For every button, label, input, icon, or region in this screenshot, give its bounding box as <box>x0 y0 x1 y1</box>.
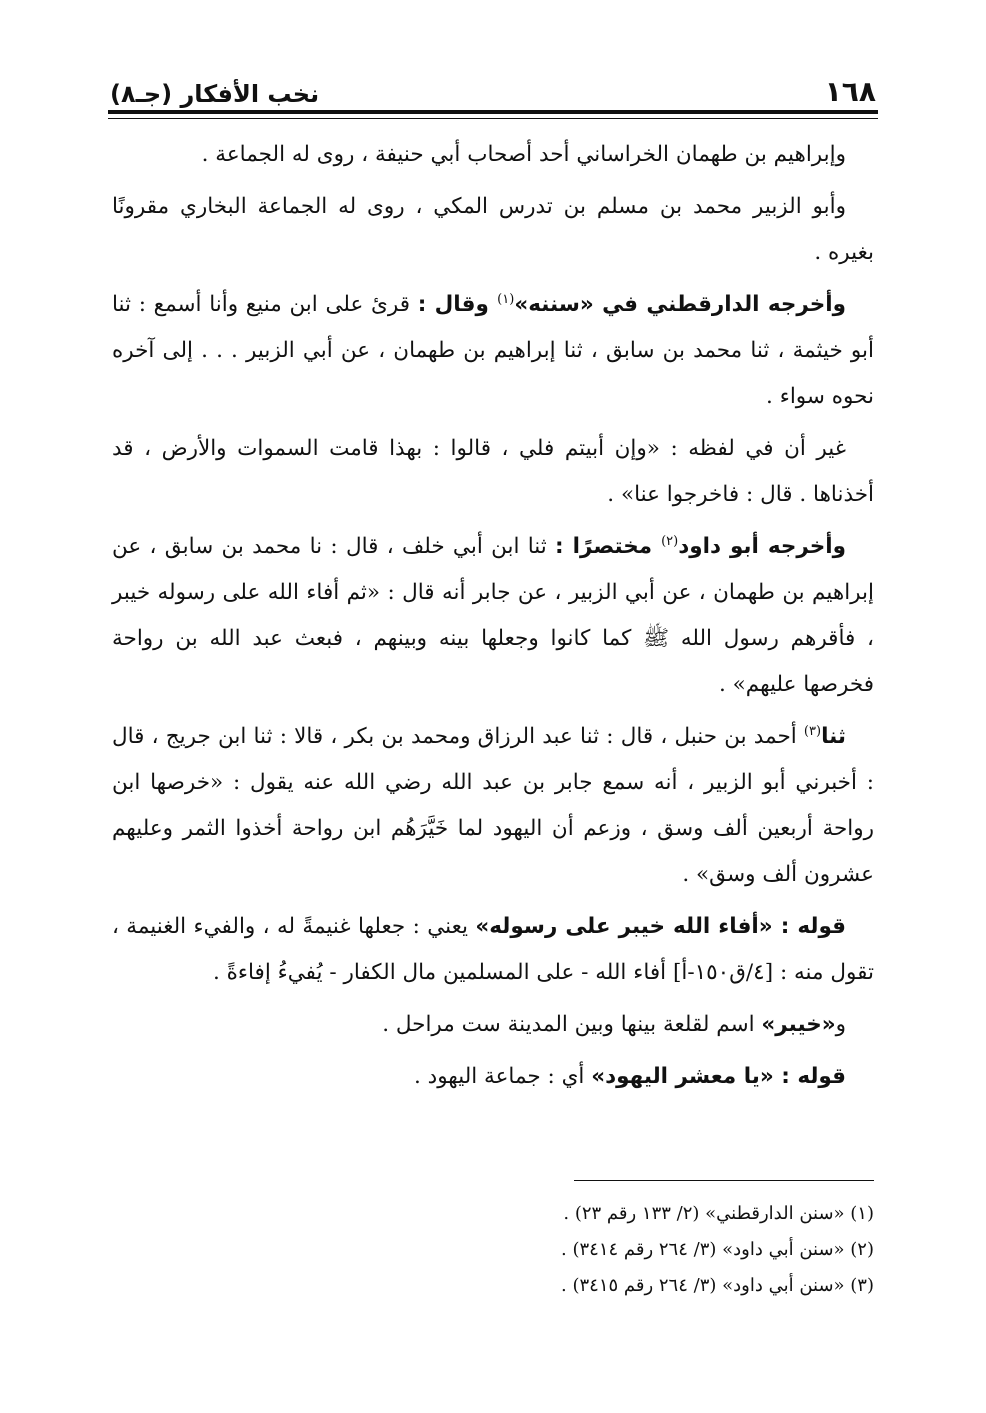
footnote-marker: (٢) <box>661 533 679 549</box>
footnote-marker: (١) <box>497 291 515 307</box>
paragraph <box>112 714 874 898</box>
text-run: وأبو الزبير محمد بن مسلم بن تدرس المكي ، روى له الجماعة البخاري مقرونًا بغيره . <box>112 194 874 265</box>
paragraph <box>112 1002 874 1048</box>
footnote-3: (٣) «سنن أبي داود» (٣/ ٢٦٤ رقم ٣٤١٥) . <box>561 1275 874 1296</box>
page-header <box>110 60 876 108</box>
bold-text: وأخرجه الدارقطني في «سننه» <box>514 292 846 317</box>
footnotes <box>112 1196 874 1304</box>
bold-text: قوله : «أفاء الله خيبر على رسوله» <box>475 914 846 939</box>
paragraph <box>112 524 874 708</box>
bold-text: ثنا <box>821 724 846 749</box>
footnote-2: (٢) «سنن أبي داود» (٣/ ٢٦٤ رقم ٣٤١٤) . <box>561 1239 874 1260</box>
text-run: يعني : جعلها غنيمةً له ، والفيء الغنيمة ، تقول منه : [٤/ق١٥٠-أ] أفاء الله - على المسلمين مال الكفار - يُفيءُ إفاءةً . <box>112 914 874 985</box>
text-run: وإبراهيم بن طهمان الخراساني أحد أصحاب أبي حنيفة ، روى له الجماعة . <box>201 142 846 167</box>
bold-text: وقال : <box>417 292 498 317</box>
main-text <box>112 132 874 1106</box>
text-run: أي : جماعة اليهود . <box>413 1064 592 1089</box>
footnote-separator <box>574 1180 874 1181</box>
paragraph <box>112 132 874 178</box>
footnote-marker: (٣) <box>803 723 822 739</box>
page-number: ١٦٨ <box>824 75 876 108</box>
bold-text: «خيبر» <box>761 1012 836 1037</box>
text-run: و <box>835 1012 846 1037</box>
header-rule-thick <box>108 110 878 114</box>
paragraph <box>112 1054 874 1100</box>
paragraph <box>112 184 874 276</box>
text-run: غير أن في لفظه : «وإن أبيتم فلي ، قالوا : بهذا قامت السموات والأرض ، قد أخذناها . قال : فاخرجوا عنا» . <box>112 436 874 507</box>
text-run: قرئ على ابن منيع وأنا أسمع : ثنا أبو خيثمة ، ثنا محمد بن سابق ، ثنا إبراهيم بن طهمان ، عن أبي الزبير . . . إلى آخره نحوه سواء . <box>112 292 874 409</box>
text-run: اسم لقلعة بينها وبين المدينة ست مراحل . <box>382 1012 762 1037</box>
paragraph <box>112 904 874 996</box>
bold-text: مختصرًا : <box>555 534 662 559</box>
footnote-1: (١) «سنن الدارقطني» (٢/ ١٣٣ رقم ٢٣) . <box>563 1203 874 1224</box>
paragraph <box>112 426 874 518</box>
header-rule-thin <box>108 118 878 119</box>
running-title: نخب الأفكار (جـ٨) <box>110 80 320 108</box>
text-run: ثنا ابن أبي خلف ، قال : نا محمد بن سابق ، عن إبراهيم بن طهمان ، عن أبي الزبير ، عن جابر أنه قال : «ثم أفاء الله على رسوله خيبر ، فأقرهم رسول الله ﷺ كما كانوا وجعلها بينه وبينهم ، فبعث عبد الله بن رواحة فخرصها عليهم» . <box>112 534 874 697</box>
bold-text: قوله : «يا معشر اليهود» <box>591 1064 846 1089</box>
paragraph <box>112 282 874 420</box>
bold-text: وأخرجه أبو داود <box>678 534 846 559</box>
text-run: أحمد بن حنبل ، قال : ثنا عبد الرزاق ومحمد بن بكر ، قالا : ثنا ابن جريج ، قال : أخبرني أبو الزبير ، أنه سمع جابر بن عبد الله رضي الله عنه يقول : «خرصها ابن رواحة أربعين ألف وسق ، وزعم أن اليهود لما خَيَّرَهُم ابن رواحة أخذوا الثمر وعليهم عشرون ألف وسق» . <box>112 724 874 887</box>
